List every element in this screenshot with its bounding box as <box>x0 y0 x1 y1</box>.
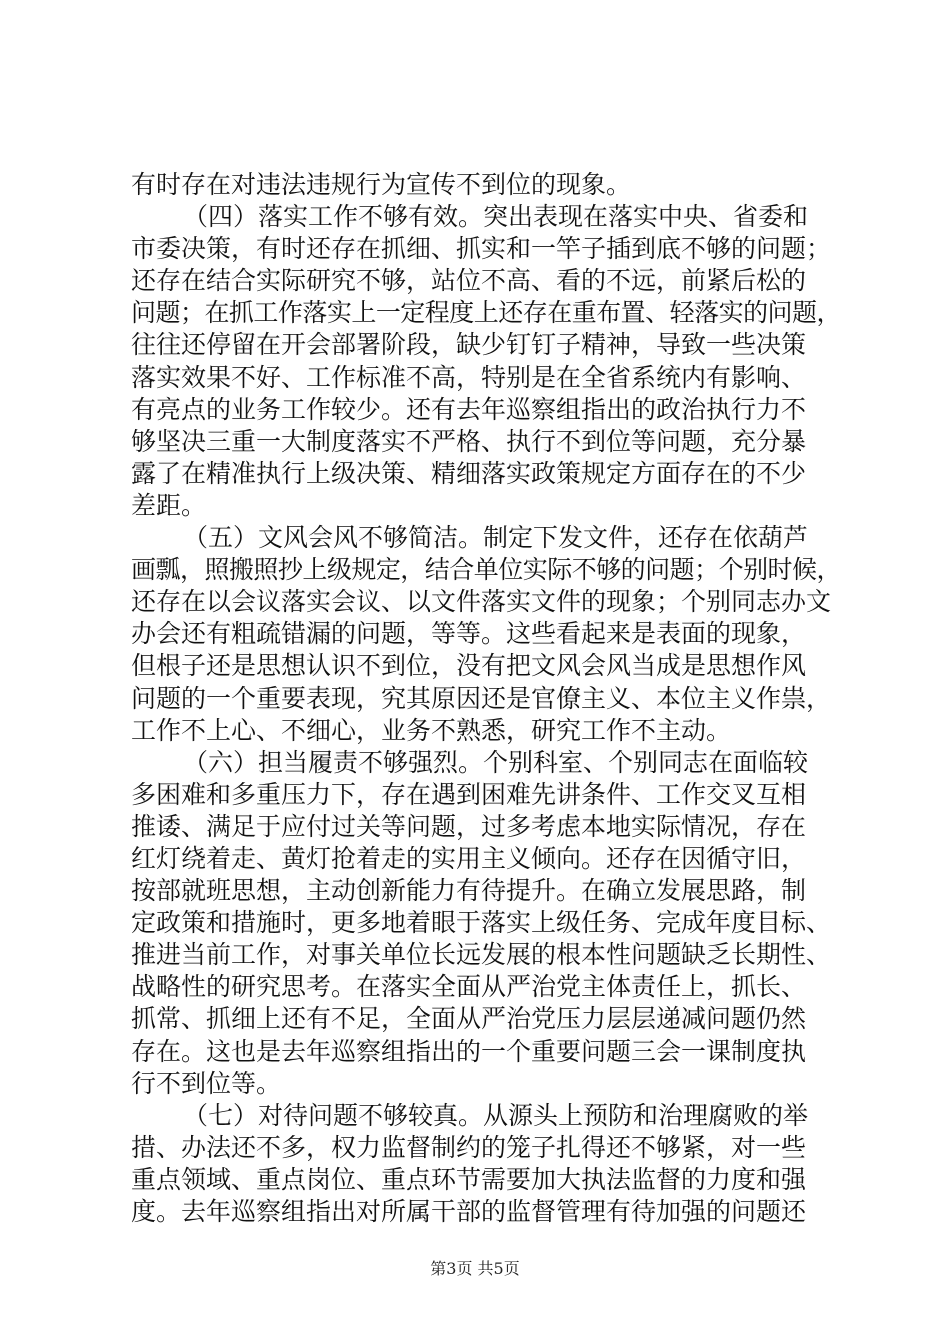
text-line: 战略性的研究思考。在落实全面从严治党主体责任上，抓长、 <box>131 972 807 1002</box>
text-line: 度。去年巡察组指出对所属干部的监督管理有待加强的问题还 <box>131 1197 807 1226</box>
text-line: 问题；在抓工作落实上一定程度上还存在重布置、轻落实的问题， <box>131 298 842 328</box>
text-line: 还存在结合实际研究不够，站位不高、看的不远，前紧后松的 <box>131 266 807 296</box>
text-line: 还存在以会议落实会议、以文件落实文件的现象；个别同志办文 <box>131 587 832 617</box>
text-line: 推进当前工作，对事关单位长远发展的根本性问题缺乏长期性、 <box>131 940 832 970</box>
text-line: 但根子还是思想认识不到位，没有把文风会风当成是思想作风 <box>131 651 807 681</box>
text-line: 抓常、抓细上还有不足，全面从严治党压力层层递减问题仍然 <box>131 1004 807 1034</box>
text-line: 有亮点的业务工作较少。还有去年巡察组指出的政治执行力不 <box>131 394 807 424</box>
text-line: 有时存在对违法违规行为宣传不到位的现象。 <box>131 170 632 199</box>
text-line: 多困难和多重压力下，存在遇到困难先讲条件、工作交叉互相 <box>131 779 807 809</box>
text-line: 按部就班思想，主动创新能力有待提升。在确立发展思路，制 <box>131 876 807 906</box>
text-line: 红灯绕着走、黄灯抢着走的实用主义倾向。还存在因循守旧， <box>131 843 807 873</box>
text-line: 办会还有粗疏错漏的问题，等等。这些看起来是表面的现象， <box>131 619 807 649</box>
text-line: 往往还停留在开会部署阶段，缺少钉钉子精神，导致一些决策 <box>131 330 807 360</box>
text-line: 重点领域、重点岗位、重点环节需要加大执法监督的力度和强 <box>131 1164 807 1194</box>
document-body <box>131 169 841 1228</box>
text-line: 措、办法还不多，权力监督制约的笼子扎得还不够紧，对一些 <box>131 1132 807 1162</box>
text-line: 画瓢，照搬照抄上级规定，结合单位实际不够的问题；个别时候， <box>131 555 842 585</box>
text-line: 定政策和措施时，更多地着眼于落实上级任务、完成年度目标、 <box>131 908 832 938</box>
section-heading-line: （七）对待问题不够较真。从源头上预防和治理腐败的举 <box>183 1100 809 1130</box>
text-line: 够坚决三重一大制度落实不严格、执行不到位等问题，充分暴 <box>131 426 807 456</box>
text-line: 工作不上心、不细心，业务不熟悉，研究工作不主动。 <box>131 715 732 745</box>
text-line: 差距。 <box>131 490 207 520</box>
section-heading-line: （四）落实工作不够有效。突出表现在落实中央、省委和 <box>183 202 809 232</box>
text-line: 存在。这也是去年巡察组指出的一个重要问题三会一课制度执 <box>131 1036 807 1066</box>
text-line: 市委决策，有时还存在抓细、抓实和一竿子插到底不够的问题； <box>131 234 832 264</box>
page-number-footer: 第3页 共5页 <box>430 1259 520 1278</box>
text-line: 行不到位等。 <box>131 1068 282 1098</box>
text-line: 落实效果不好、工作标准不高，特别是在全省系统内有影响、 <box>131 362 807 392</box>
text-line: 问题的一个重要表现，究其原因还是官僚主义、本位主义作祟， <box>131 683 832 713</box>
section-heading-line: （六）担当履责不够强烈。个别科室、个别同志在面临较 <box>183 747 809 777</box>
text-line: 露了在精准执行上级决策、精细落实政策规定方面存在的不少 <box>131 458 807 488</box>
section-heading-line: （五）文风会风不够简洁。制定下发文件，还存在依葫芦 <box>183 523 809 553</box>
text-line: 推诿、满足于应付过关等问题，过多考虑本地实际情况，存在 <box>131 811 807 841</box>
